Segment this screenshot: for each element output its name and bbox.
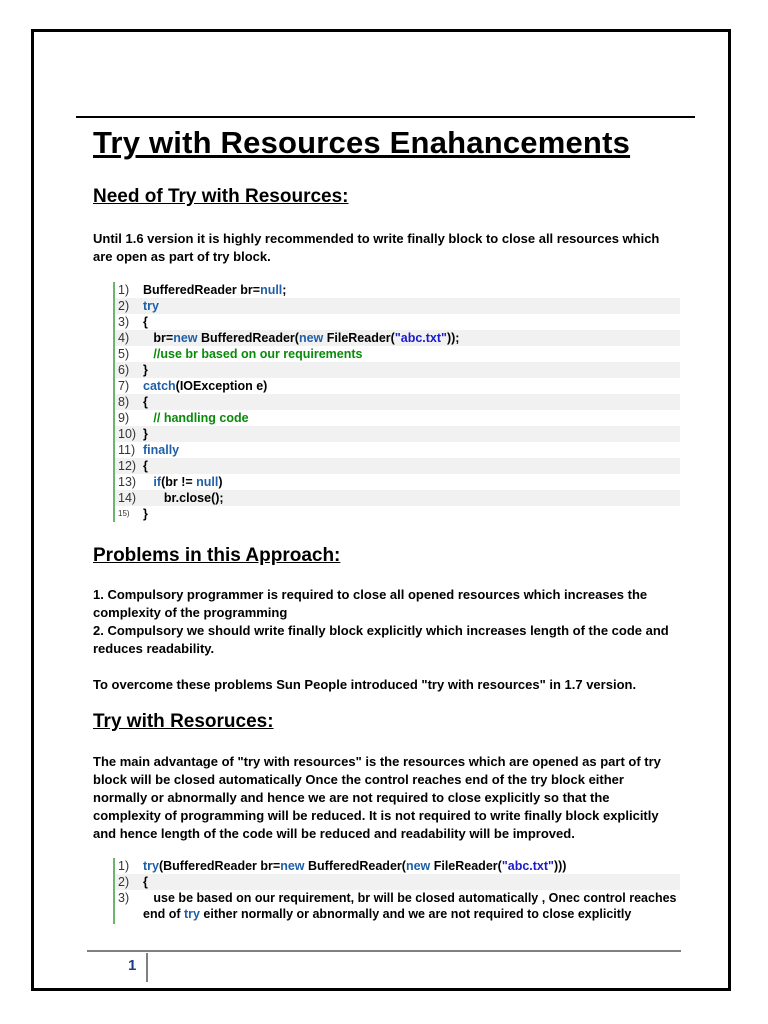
code-keyword: catch xyxy=(143,379,176,393)
code-token: (IOException e) xyxy=(175,379,268,393)
code-keyword: try xyxy=(183,907,200,921)
code-token: { xyxy=(143,459,148,473)
line-number: 11) xyxy=(118,443,136,457)
code-token: BufferedReader br= xyxy=(143,283,261,297)
footer-divider xyxy=(146,953,148,982)
code-token: FileReader( xyxy=(323,331,395,345)
code-text xyxy=(143,474,223,490)
code-token: br.close(); xyxy=(143,491,224,505)
line-number: 13) xyxy=(118,475,137,489)
line-number: 3) xyxy=(118,315,130,329)
code-text xyxy=(143,858,566,874)
code-line xyxy=(115,874,680,890)
code-token: } xyxy=(143,507,148,521)
section-heading-try-with-resources: Try with Resoruces: xyxy=(93,711,274,732)
code-token: { xyxy=(143,875,148,889)
code-keyword: null xyxy=(260,283,283,297)
line-number: 1) xyxy=(118,283,130,297)
code-text xyxy=(143,314,148,330)
code-line xyxy=(115,858,680,874)
code-token: use be based on our requirement, br will be closed automatically , Onec control reaches end of xyxy=(143,891,677,921)
need-paragraph: Until 1.6 version it is highly recommended to write finally block to close all resources which are open as part of try block. xyxy=(93,231,660,264)
code-token: } xyxy=(143,363,148,377)
code-text xyxy=(143,442,179,458)
code-comment: //use br based on our requirements xyxy=(143,347,363,361)
code-block-2 xyxy=(113,858,680,924)
code-line xyxy=(115,378,680,394)
line-number: 8) xyxy=(118,395,130,409)
line-number: 6) xyxy=(118,363,130,377)
section-heading-need: Need of Try with Resources: xyxy=(93,186,349,207)
code-text xyxy=(143,410,249,426)
code-string: "abc.txt" xyxy=(501,859,554,873)
problem-point-1: 1. Compulsory programmer is required to close all opened resources which increases the complexity of the programming xyxy=(93,587,648,620)
advantage-paragraph: The main advantage of "try with resources" is the resources which are opened as part of try block will be closed automatically Once the control reaches end of the try block either normally or abnormally and hence we are not required to close explicitly so that the complexity of programming will be reduced. It is not required to write finally block explicitly and hence length of the code will be reduced and readability will be improved. xyxy=(93,754,661,841)
problem-point-2: 2. Compulsory we should write finally block explicitly which increases length of the code and reduces readability. xyxy=(93,623,669,656)
code-text xyxy=(143,490,224,506)
code-line xyxy=(115,330,680,346)
section-heading-problems: Problems in this Approach: xyxy=(93,545,341,566)
line-number: 7) xyxy=(118,379,130,393)
page-title: Try with Resources Enahancements xyxy=(93,125,631,160)
code-text xyxy=(143,298,159,314)
code-text xyxy=(143,458,148,474)
code-text xyxy=(143,426,148,442)
code-token: )); xyxy=(446,331,460,345)
code-text xyxy=(143,394,148,410)
line-number: 2) xyxy=(118,299,130,313)
line-number: 12) xyxy=(118,459,137,473)
page-number: 1 xyxy=(128,957,137,974)
code-token: BufferedReader( xyxy=(304,859,406,873)
code-token: (BufferedReader br= xyxy=(158,859,281,873)
code-line xyxy=(115,442,680,458)
line-number: 14) xyxy=(118,491,137,505)
line-number: 15) xyxy=(118,509,130,518)
code-line xyxy=(115,490,680,506)
code-keyword: new xyxy=(280,859,305,873)
code-line xyxy=(115,282,680,298)
code-keyword: try xyxy=(143,859,159,873)
code-line xyxy=(115,298,680,314)
code-comment: // handling code xyxy=(143,411,249,425)
code-keyword: if xyxy=(153,475,162,489)
code-line xyxy=(115,394,680,410)
code-token: BufferedReader( xyxy=(197,331,299,345)
line-number: 9) xyxy=(118,411,130,425)
code-token xyxy=(143,475,153,489)
code-token: } xyxy=(143,427,148,441)
code-line xyxy=(115,458,680,474)
code-keyword: try xyxy=(143,299,159,313)
code-string: "abc.txt" xyxy=(394,331,447,345)
line-number: 4) xyxy=(118,331,130,345)
code-line xyxy=(115,362,680,378)
code-line xyxy=(115,474,680,490)
code-keyword: new xyxy=(173,331,198,345)
overcome-text: To overcome these problems Sun People introduced "try with resources" in 1.7 version. xyxy=(93,677,637,692)
code-token: ) xyxy=(218,475,223,489)
code-line xyxy=(115,426,680,442)
code-text xyxy=(143,330,459,346)
code-line xyxy=(115,314,680,330)
code-keyword: new xyxy=(405,859,431,873)
line-number: 10) xyxy=(118,427,137,441)
code-text xyxy=(143,890,678,924)
code-token: either normally or abnormally and we are not required to close explicitly xyxy=(199,907,632,921)
code-keyword: null xyxy=(196,475,219,489)
code-token: (br != xyxy=(161,475,197,489)
code-token: ))) xyxy=(553,859,567,873)
code-token: ; xyxy=(282,283,287,297)
line-number: 1) xyxy=(118,859,130,873)
code-line xyxy=(115,890,680,924)
code-text xyxy=(143,346,363,362)
problems-list xyxy=(93,586,673,694)
code-keyword: finally xyxy=(143,443,180,457)
code-text xyxy=(143,362,148,378)
line-number: 2) xyxy=(118,875,130,889)
code-text xyxy=(143,874,148,890)
code-line xyxy=(115,346,680,362)
code-token: { xyxy=(143,315,148,329)
code-line xyxy=(115,410,680,426)
code-line xyxy=(115,506,680,522)
code-text xyxy=(143,282,286,298)
code-block-1 xyxy=(113,282,680,522)
code-keyword: new xyxy=(298,331,324,345)
code-text xyxy=(143,506,148,522)
code-token: FileReader( xyxy=(430,859,502,873)
code-text xyxy=(143,378,267,394)
footer-rule xyxy=(87,950,681,952)
code-token: br= xyxy=(143,331,174,345)
line-number: 3) xyxy=(118,891,130,905)
code-token: { xyxy=(143,395,148,409)
line-number: 5) xyxy=(118,347,130,361)
top-rule xyxy=(76,116,695,118)
